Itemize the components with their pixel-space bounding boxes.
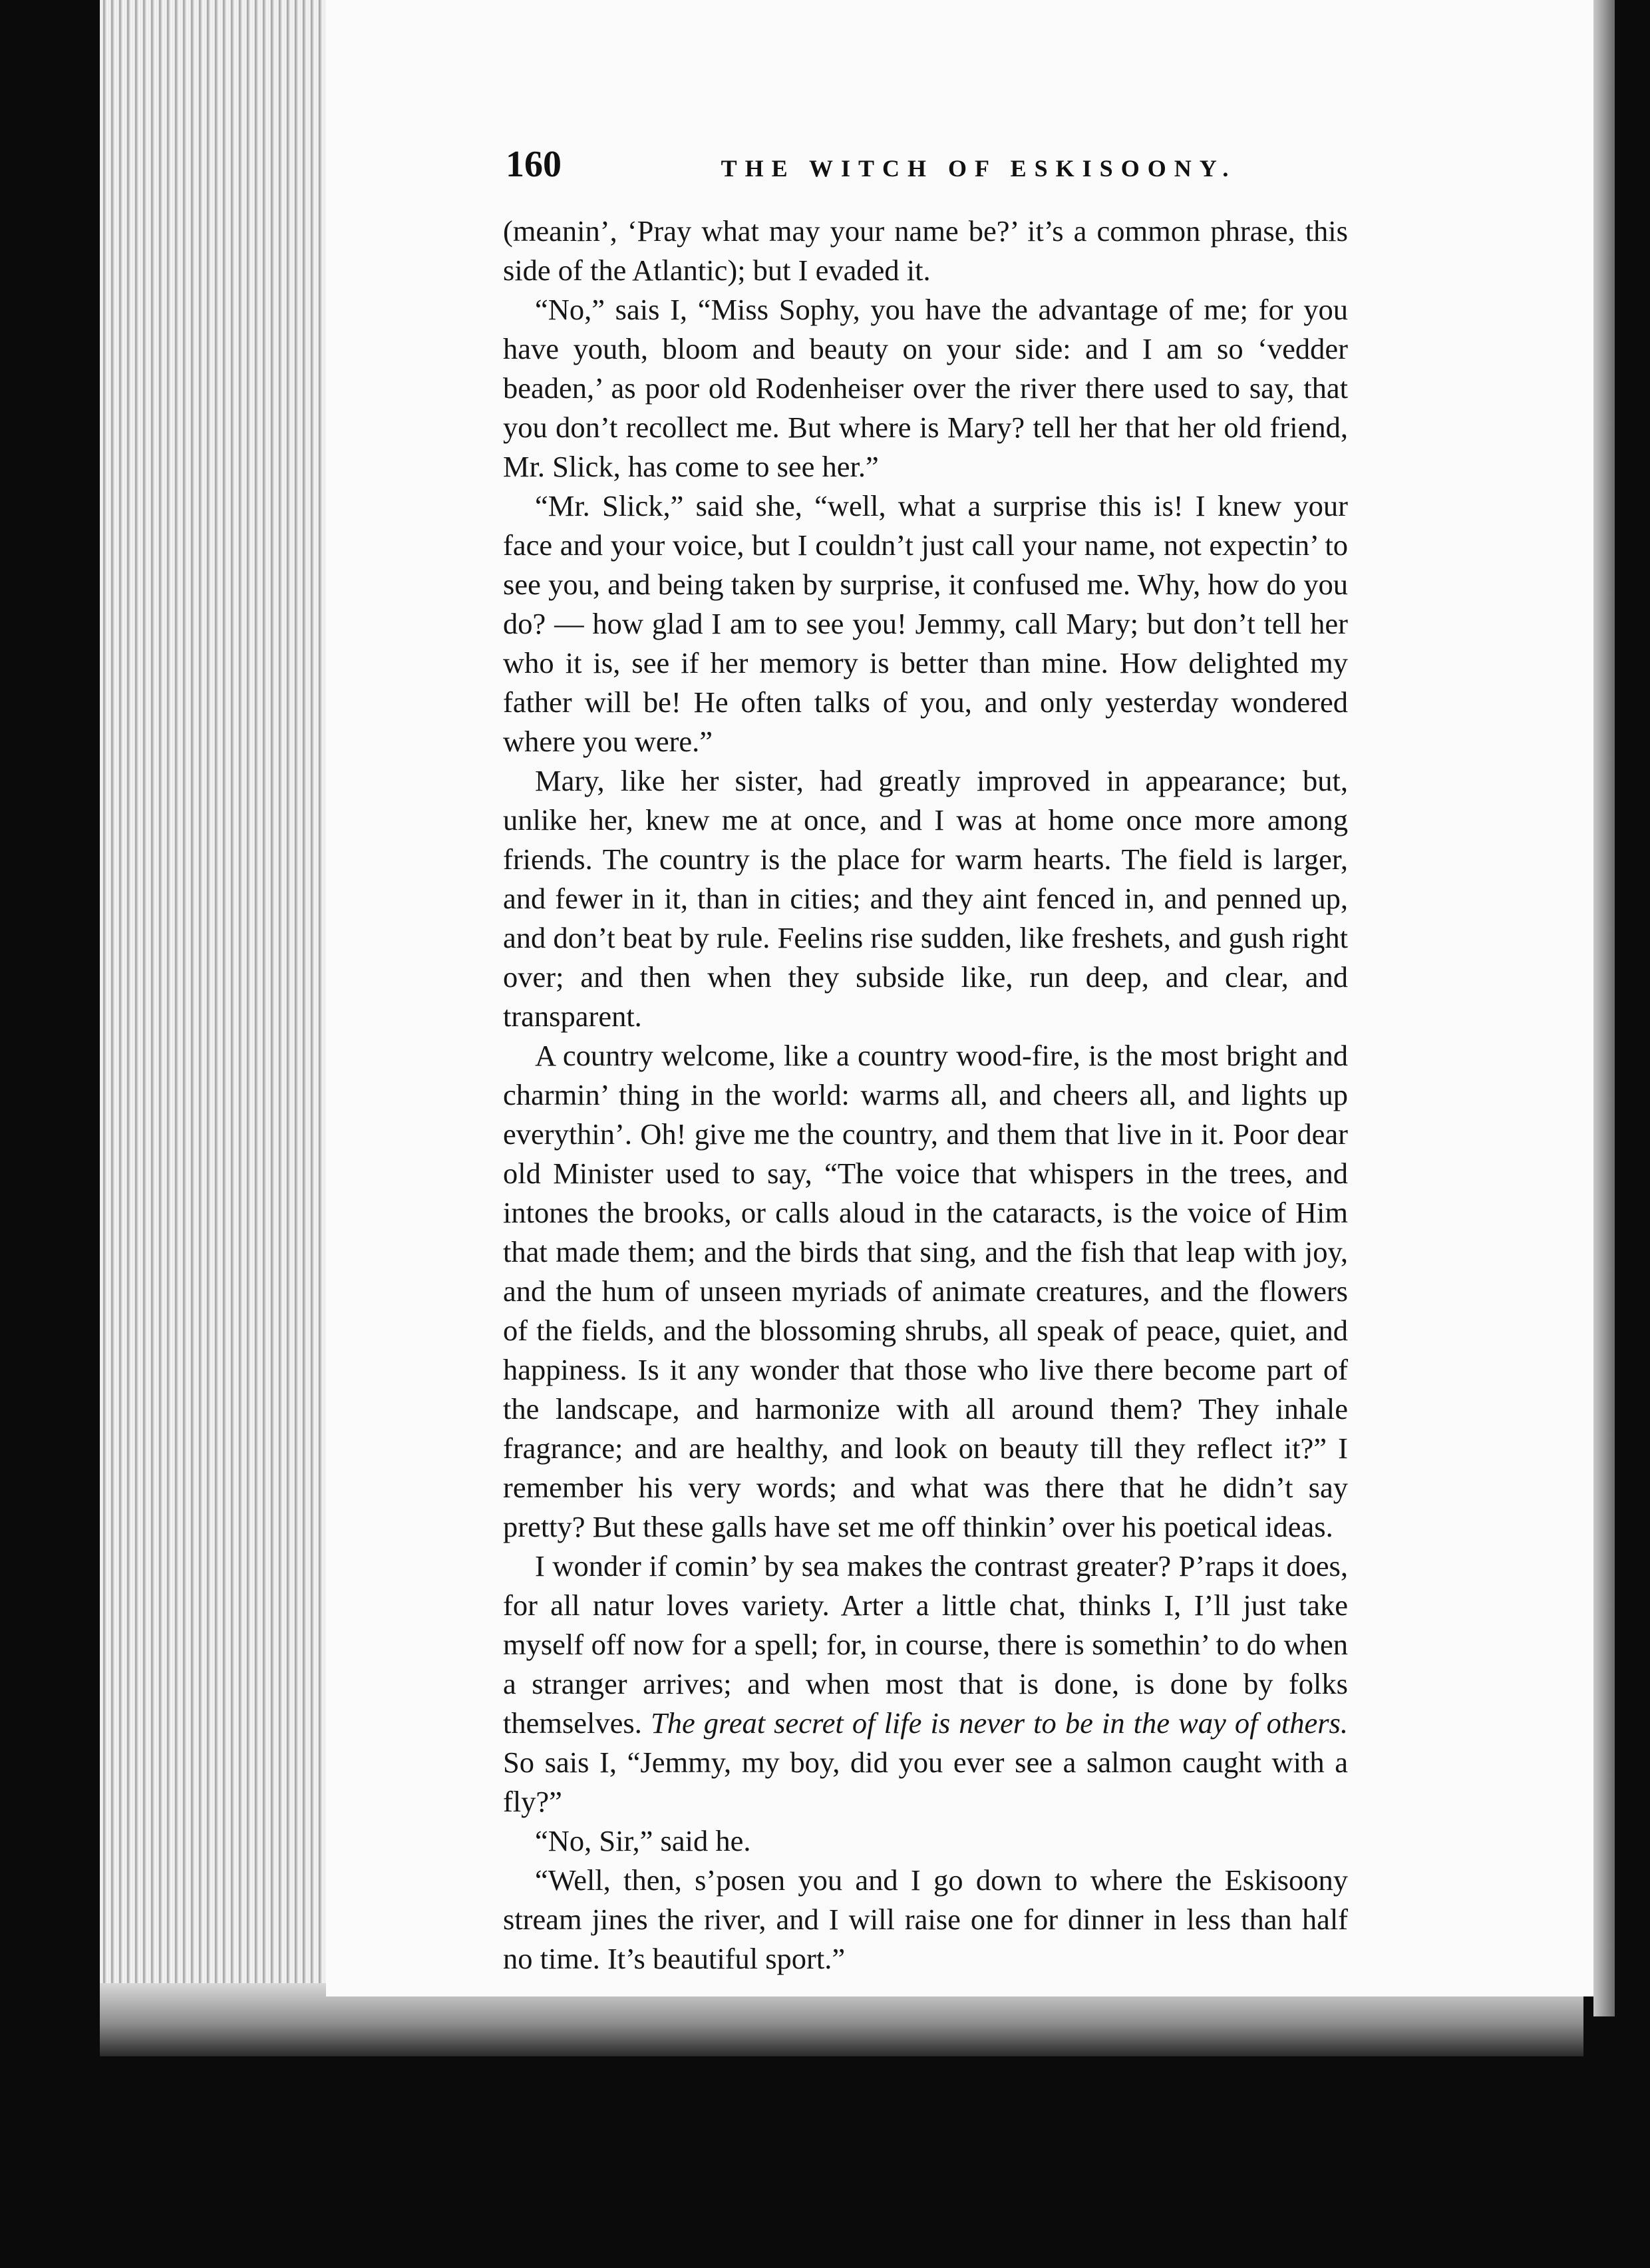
paragraph: “Well, then, s’posen you and I go down to where the Eskisoony stream jines the river, and I will raise one for dinner in less than half no time. It’s beautiful sport.” bbox=[503, 1863, 1348, 1975]
running-head bbox=[506, 143, 1345, 190]
paragraph bbox=[503, 1547, 1348, 1821]
paragraph: “Mr. Slick,” said she, “well, what a surprise this is! I knew your face and your voice, but I couldn’t just call your name, not expectin’ to see you, and being taken by surprise, it confused me. Why, how do you do? — how glad I am to see you! Jemmy, call Mary; but don’t tell her who it is, see if her memory is better than mine. How delighted my father will be! He often talks of you, and only yesterday wondered where you were.” bbox=[503, 489, 1348, 758]
page-shadow-edge bbox=[1593, 0, 1615, 2016]
paragraph: Mary, like her sister, had greatly improved in appearance; but, unlike her, knew me at once, and I was at home once more among friends. The country is the place for warm hearts. The field is larger, and fewer in it, than in cities; and they aint fenced in, and penned up, and don’t beat by rule. Feelins rise sudden, like freshets, and gush right over; and then when they subside like, run deep, and clear, and transparent. bbox=[503, 764, 1348, 1033]
italic-maxim: The great secret of life is never to be in the way of others. bbox=[650, 1706, 1348, 1740]
paragraph-text: So sais I, “Jemmy, my boy, did you ever see a salmon caught with a fly?” bbox=[503, 1746, 1348, 1818]
paragraph: “No,” sais I, “Miss Sophy, you have the advantage of me; for you have youth, bloom and beauty on your side: and I am so ‘vedder beaden,’ as poor old Rodenheiser over the river there used to say, that you don’t recollect me. But where is Mary? tell her that her old friend, Mr. Slick, has come to see her.” bbox=[503, 293, 1348, 483]
paragraph: “No, Sir,” said he. bbox=[535, 1824, 751, 1857]
page-number: 160 bbox=[506, 144, 562, 185]
running-title: THE WITCH OF ESKISOONY. bbox=[721, 155, 1237, 182]
page-stack-edges bbox=[100, 0, 326, 2036]
body-text bbox=[503, 212, 1348, 1979]
paragraph: A country welcome, like a country wood-fire, is the most bright and charmin’ thing in the world: warms all, and cheers all, and lights up everythin’. Oh! give me the country, and them that live in it. Poor dear old Minister used to say, “The voice that whispers in the trees, and intones the brooks, or calls aloud in the cataracts, is the voice of Him that made them; and the birds that sing, and the fish that leap with joy, and the hum of unseen myriads of animate creatures, and the flowers of the fields, and the blossoming shrubs, all speak of peace, quiet, and happiness. Is it any wonder that those who live there become part of the landscape, and harmonize with all around them? They inhale fragrance; and are healthy, and look on beauty till they reflect it?” I remember his very words; and what was there that he didn’t say pretty? But these galls have set me off thinkin’ over his poetical ideas. bbox=[503, 1039, 1348, 1543]
paragraph: (meanin’, ‘Pray what may your name be?’ it’s a common phrase, this side of the Atlantic); but I evaded it. bbox=[503, 214, 1348, 287]
paragraph-text: I wonder if comin’ by sea makes the contrast greater? P’raps it does, for all natur loves variety. Arter a little chat, thinks I, I’ll just take myself off now for a spell; for, in course, there is somethin’ to do when a stranger arrives; and when most that is done, is done by folks themselves. bbox=[503, 1549, 1348, 1740]
